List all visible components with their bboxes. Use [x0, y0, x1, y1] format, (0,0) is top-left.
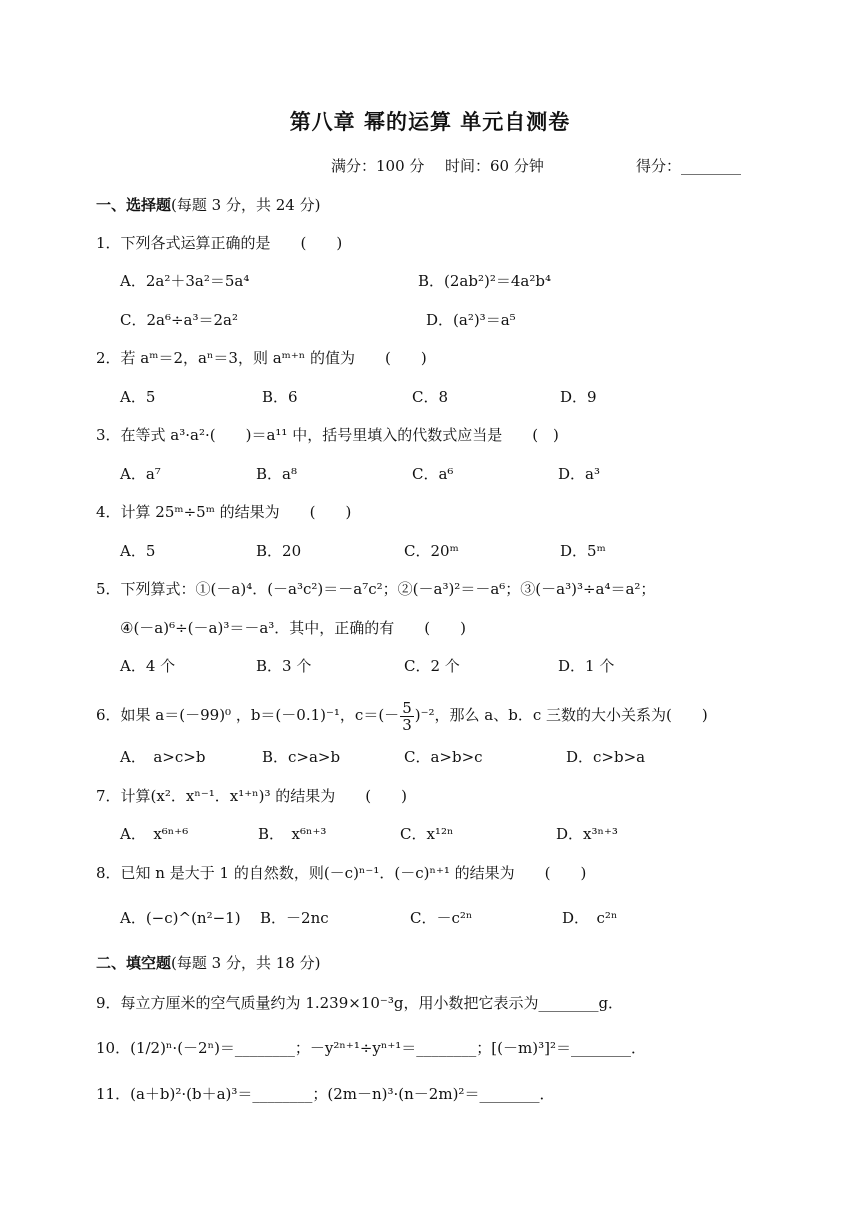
- option-b: B．a⁸: [256, 465, 297, 483]
- stem-part: )⁻²，那么 a、b．c 三数的大小关系为( ): [414, 706, 708, 724]
- option-b: B．(2ab²)²＝4a²b⁴: [418, 272, 551, 290]
- page-title: 第八章 幂的运算 单元自测卷: [289, 109, 571, 134]
- option-a: A．5: [120, 542, 156, 560]
- option-b: B．20: [256, 542, 302, 560]
- question-stem: 8．已知 n 是大于 1 的自然数，则(－c)ⁿ⁻¹．(－c)ⁿ⁺¹ 的结果为 ( ): [96, 864, 587, 882]
- option-a: A．a⁷: [120, 465, 161, 483]
- question-stem-continued: ④(－a)⁶÷(－a)³＝－a³．其中，正确的有 ( ): [120, 619, 466, 637]
- option-d: D．5ᵐ: [560, 542, 606, 560]
- question-stem: 5．下列算式：①(－a)⁴．(－a³c²)＝－a⁷c²；②(－a³)²＝－a⁶；③(－a³)³÷a⁴＝a²；: [96, 580, 656, 598]
- option-b: B．c>a>b: [262, 748, 341, 766]
- option-c: C．a>b>c: [404, 748, 483, 766]
- option-d: D． c²ⁿ: [562, 909, 618, 927]
- option-b: B．－2nc: [260, 909, 329, 927]
- section-note: (每题 3 分，共 18 分): [171, 954, 321, 972]
- option-a: A． a>c>b: [120, 748, 206, 766]
- time-limit: 时间：60 分钟: [445, 157, 544, 175]
- option-b: B． x⁶ⁿ⁺³: [258, 825, 327, 843]
- score-field: 得分：________: [636, 157, 742, 175]
- option-c: C．x¹²ⁿ: [400, 825, 454, 843]
- fraction-denominator: 3: [402, 715, 412, 734]
- option-a: A． x⁶ⁿ⁺⁶: [120, 825, 189, 843]
- option-c: C．2 个: [404, 657, 460, 675]
- option-d: D．x³ⁿ⁺³: [556, 825, 618, 843]
- option-c: C．a⁶: [412, 465, 454, 483]
- option-d: D．(a²)³＝a⁵: [426, 311, 516, 329]
- question-stem: 1．下列各式运算正确的是 ( ): [96, 234, 343, 252]
- question-stem: 4．计算 25ᵐ÷5ᵐ 的结果为 ( ): [96, 503, 352, 521]
- option-d: D．1 个: [558, 657, 615, 675]
- section-label: 二、填空题: [96, 954, 172, 972]
- option-b: B．6: [262, 388, 298, 406]
- option-c: C．20ᵐ: [404, 542, 459, 560]
- question-stem: 3．在等式 a³·a²·( )＝a¹¹ 中，括号里填入的代数式应当是 ( ): [96, 426, 559, 444]
- option-d: D．9: [560, 388, 597, 406]
- option-d: D．a³: [558, 465, 600, 483]
- full-score: 满分：100 分: [331, 157, 425, 175]
- fraction-numerator: 5: [402, 698, 412, 717]
- option-a: A．2a²＋3a²＝5a⁴: [120, 272, 250, 290]
- section-label: 一、选择题: [96, 196, 172, 214]
- question-stem: 10．(1/2)ⁿ·(－2ⁿ)＝________；－y²ⁿ⁺¹÷yⁿ⁺¹＝________；[(－m)³]²＝________．: [96, 1039, 646, 1057]
- option-a: A．4 个: [120, 657, 176, 675]
- option-b: B．3 个: [256, 657, 312, 675]
- fraction: [400, 700, 414, 733]
- question-stem: 9．每立方厘米的空气质量约为 1.239×10⁻³g，用小数把它表示为________g．: [96, 994, 624, 1012]
- stem-part: 6．如果 a＝(－99)⁰ ，b＝(－0.1)⁻¹，c＝(－: [96, 706, 400, 724]
- question-stem: 7．计算(x²．xⁿ⁻¹．x¹⁺ⁿ)³ 的结果为 ( ): [96, 787, 407, 805]
- section-heading: [96, 195, 320, 215]
- option-d: D．c>b>a: [566, 748, 646, 766]
- option-a: A．(−c)^(n²−1): [120, 909, 241, 927]
- question-stem: [96, 697, 708, 733]
- option-c: C．2a⁶÷a³＝2a²: [120, 311, 239, 329]
- question-stem: 2．若 aᵐ＝2，aⁿ＝3，则 aᵐ⁺ⁿ 的值为 ( ): [96, 349, 427, 367]
- option-c: C．－c²ⁿ: [410, 909, 473, 927]
- section-note: (每题 3 分，共 24 分): [171, 196, 321, 214]
- question-stem: 11．(a＋b)²·(b＋a)³＝________；(2m－n)³·(n－2m)²＝________．: [96, 1085, 555, 1103]
- section-heading: [96, 953, 320, 973]
- option-c: C．8: [412, 388, 449, 406]
- option-a: A．5: [120, 388, 156, 406]
